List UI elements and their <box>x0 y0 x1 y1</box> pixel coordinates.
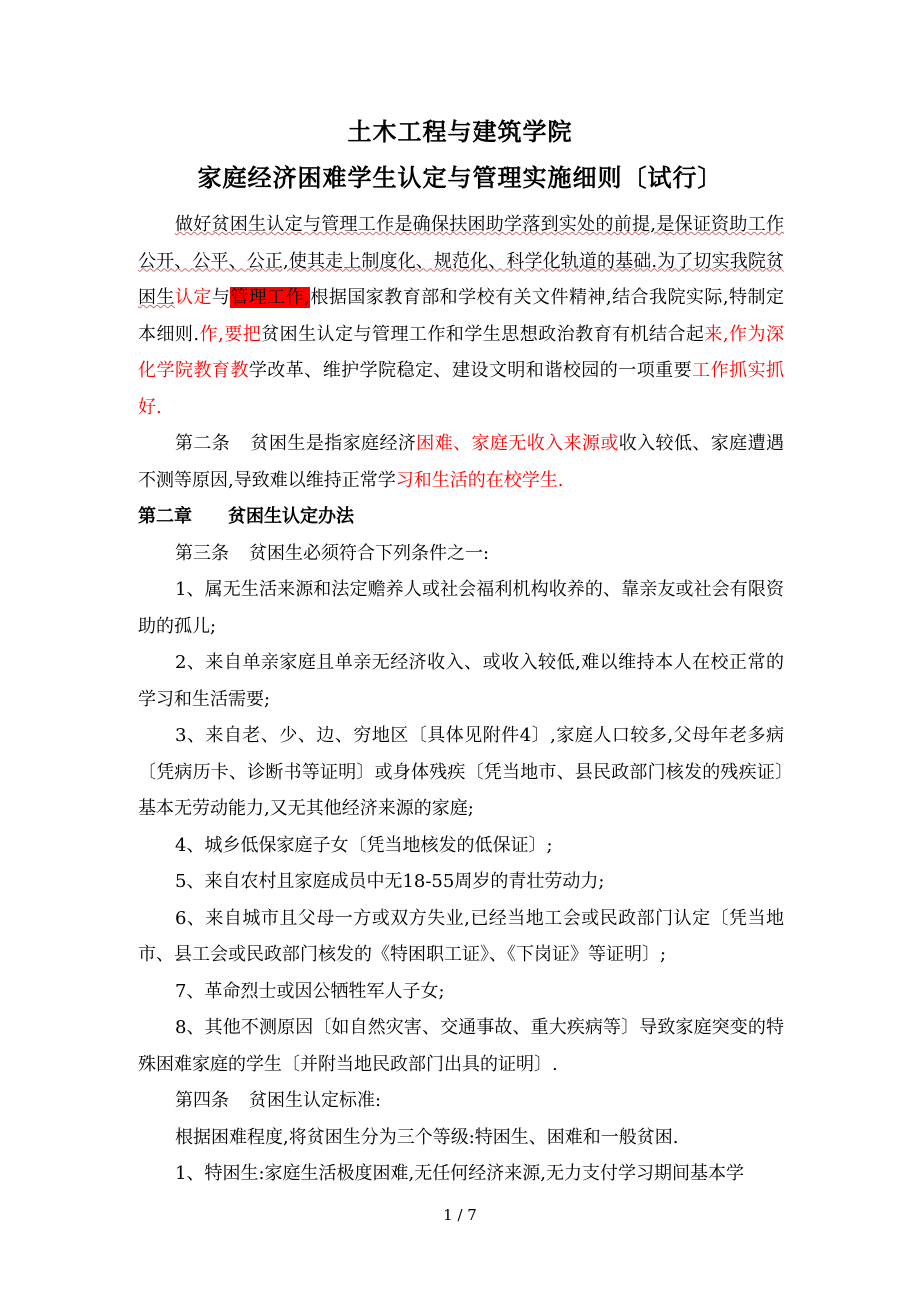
article-2-text-2: 收入较低、家庭遭遇不测等原因,导致难以维持正常学 <box>138 433 784 491</box>
article-4-paragraph <box>138 1083 784 1120</box>
article-2-paragraph <box>138 426 784 499</box>
chapter-2-heading <box>138 499 784 536</box>
article-2-label: 第二条 <box>175 433 231 454</box>
intro-red-4: 工作抓实抓好. <box>138 360 785 418</box>
intro-text-3: 根据国家教育部和学校有关文件精神,结合我院实际,特制定本细则. <box>138 287 784 345</box>
intro-text-1: 做好贫困生认定与管理工作是确保扶困助学落到实处的前提,是保证资助工作公开、公平、公正,使其走上制度化、规范化、科学化轨道的基础.为了切实我院贫困生 <box>138 214 784 308</box>
condition-item: 8、其他不测原因〔如自然灾害、交通事故、重大疾病等〕导致家庭突变的特殊困难家庭的学生〔并附当地民政部门出具的证明〕. <box>138 1017 784 1075</box>
intro-text-4: 贫困生认定与管理工作和学生思想政治教育有机结合起 <box>261 323 705 345</box>
article-4-label: 第四条 <box>175 1090 229 1111</box>
page-number: 1 / 7 <box>443 1206 477 1224</box>
level-1-paragraph: 1、特困生:家庭生活极度困难,无任何经济来源,无力支付学习期间基本学 <box>175 1163 744 1184</box>
chapter-2-label: 第二章 <box>138 506 192 527</box>
intro-red-1: 认定 <box>174 287 212 308</box>
intro-text-5: 学改革、维护学院稳定、建设文明和谐校园的一项重要 <box>248 360 693 381</box>
condition-item: 4、城乡低保家庭子女〔凭当地核发的低保证〕; <box>175 834 553 856</box>
article-4-text: 贫困生认定标准: <box>249 1090 382 1111</box>
document-body <box>138 207 784 1193</box>
article-2-red-1: 困难、家庭无收入来源或 <box>416 433 619 454</box>
document-title-college: 土木工程与建筑学院 <box>347 118 573 146</box>
condition-item: 6、来自城市且父母一方或双方失业,已经当地工会或民政部门认定〔凭当地市、县工会或民政部门核发的《特困职工证》、《下岗证》等证明〕; <box>138 907 784 965</box>
article-3-text: 贫困生必须符合下列条件之一: <box>249 542 490 564</box>
condition-item: 3、来自老、少、边、穷地区〔具体见附件4〕,家庭人口较多,父母年老多病〔凭病历卡、诊断书等证明〕或身体残疾〔凭当地市、县民政部门核发的残疾证〕基本无劳动能力,又无其他经济来源的家庭; <box>138 725 784 819</box>
condition-item: 5、来自农村且家庭成员中无18-55周岁的青壮劳动力; <box>175 871 605 892</box>
intro-text-2: 与 <box>211 287 231 308</box>
document-title-main: 家庭经济困难学生认定与管理实施细则〔试行〕 <box>197 164 723 192</box>
article-3-label: 第三条 <box>175 542 229 564</box>
intro-highlight: 管理工作, <box>230 287 310 308</box>
chapter-2-title: 贫困生认定办法 <box>228 506 354 527</box>
intro-red-3: 来,作为深化学院教育教 <box>138 323 784 381</box>
intro-red-2: 作,要把 <box>199 323 262 345</box>
condition-item: 2、来自单亲家庭且单亲无经济收入、或收入较低,难以维持本人在校正常的学习和生活需要; <box>138 652 784 710</box>
intro-paragraph <box>138 207 784 426</box>
article-3-paragraph <box>138 536 784 573</box>
condition-item: 1、属无生活来源和法定赡养人或社会福利机构收养的、靠亲友或社会有限资助的孤儿; <box>138 579 784 637</box>
grading-paragraph: 根据困难程度,将贫困生分为三个等级:特困生、困难和一般贫困. <box>175 1126 679 1148</box>
article-2-text-1: 贫困生是指家庭经济 <box>250 433 417 454</box>
condition-item: 7、革命烈士或因公牺牲军人子女; <box>175 980 445 1002</box>
article-2-red-2: 习和生活的在校学生. <box>395 469 564 491</box>
